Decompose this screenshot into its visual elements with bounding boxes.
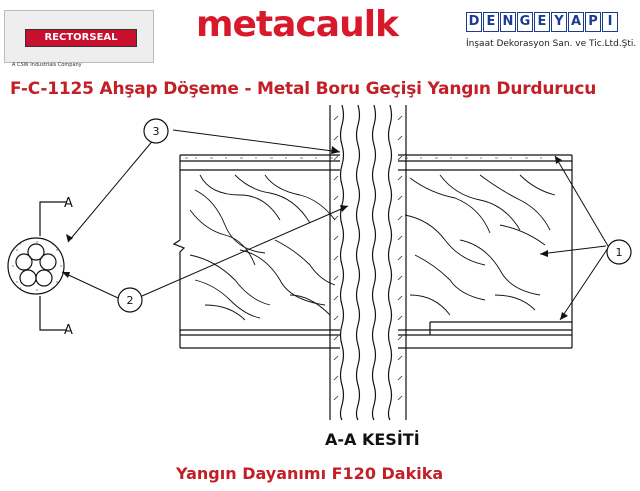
dengeyapi-letter: P: [585, 12, 601, 32]
metal-pipe: [330, 105, 406, 420]
wood-grain-left: [190, 175, 335, 320]
dengeyapi-letter: Y: [551, 12, 567, 32]
section-label: A-A KESİTİ: [325, 430, 420, 449]
dengeyapi-letter: E: [483, 12, 499, 32]
page-title: F-C-1125 Ahşap Döşeme - Metal Boru Geçişi Yangın Durdurucu: [10, 79, 597, 99]
dengeyapi-letter: A: [568, 12, 584, 32]
callout-label-1: 1: [615, 246, 623, 259]
arrowhead: [540, 250, 548, 257]
metacaulk-logo: metacaulk: [196, 4, 398, 45]
rectorseal-tagline: A CSW Industrials Company: [12, 62, 82, 68]
wood-grain-right: [405, 175, 555, 315]
dengeyapi-letter: N: [500, 12, 516, 32]
cross-section-detail: [8, 202, 66, 330]
fire-rating: Yangın Dayanımı F120 Dakika: [176, 464, 444, 483]
dengeyapi-letter: I: [602, 12, 618, 32]
section-mark-top: A: [64, 196, 73, 211]
arrowhead: [331, 146, 340, 154]
callout-label-3: 3: [152, 125, 160, 138]
rectorseal-logo-text: RECTORSEAL: [44, 32, 118, 43]
arrowhead: [62, 272, 70, 278]
section-mark-bottom: A: [64, 323, 73, 338]
dengeyapi-letter: D: [466, 12, 482, 32]
dengeyapi-tagline: İnşaat Dekorasyon San. ve Tic.Ltd.Şti.: [466, 39, 637, 49]
ceiling-layers: [180, 322, 572, 348]
dengeyapi-letter: E: [534, 12, 550, 32]
dengeyapi-letter: G: [517, 12, 533, 32]
callout-label-2: 2: [126, 294, 134, 307]
